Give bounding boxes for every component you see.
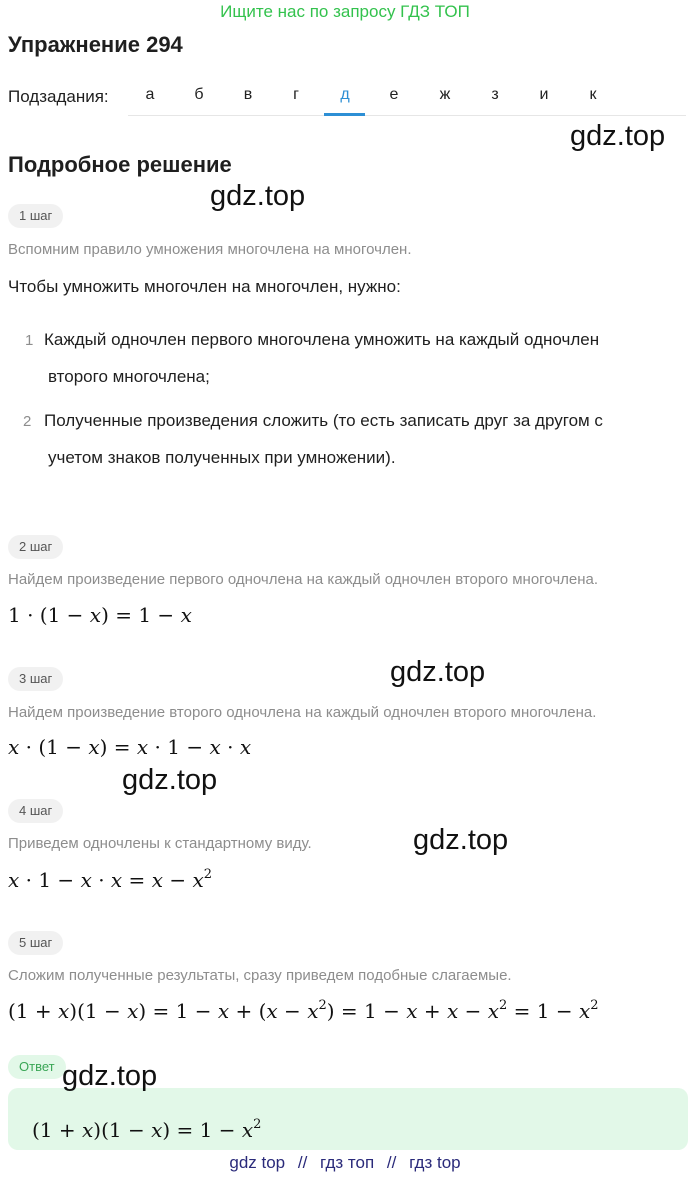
list-item-text: учетом знаков полученных при умножении). <box>48 448 396 467</box>
footer-separator: // <box>386 1153 397 1172</box>
tab-g[interactable]: г <box>293 86 299 103</box>
subtasks-label: Подзадания: <box>8 87 109 106</box>
formula: x · (1 − x) = x · 1 − x · x <box>8 735 252 759</box>
step-badge: 1 шаг <box>8 204 63 228</box>
tab-d[interactable]: д <box>340 86 350 103</box>
formula: $(1 + x)(1 - x) = 1 - x + (x - x^2) = 1 - x + x - x^2 = 1 - x^2$ <box>8 998 599 1023</box>
watermark: gdz.top <box>390 656 486 688</box>
tab-v[interactable]: в <box>243 86 253 103</box>
list-number: 2 <box>23 413 32 430</box>
step-badge: 3 шаг <box>8 667 63 691</box>
footer-link[interactable]: gdz top <box>229 1153 286 1172</box>
list-item-text: Полученные произведения сложить (то есть записать друг за другом с <box>44 411 603 430</box>
active-tab-indicator <box>324 113 365 116</box>
page-title: Упражнение 294 <box>8 32 183 57</box>
list-number: 1 <box>25 332 34 349</box>
step-hint: Найдем произведение второго одночлена на каждый одночлен второго многочлена. <box>8 704 597 721</box>
watermark: gdz.top <box>413 824 509 856</box>
step-badge: 4 шаг <box>8 799 63 823</box>
tab-b[interactable]: б <box>194 86 204 103</box>
watermark: gdz.top <box>210 180 306 212</box>
watermark: gdz.top <box>62 1060 158 1092</box>
step-hint: Сложим полученные результаты, сразу приведем подобные слагаемые. <box>8 967 512 984</box>
footer-links <box>0 1153 690 1173</box>
footer-link[interactable]: гдз топ <box>320 1153 375 1172</box>
step-hint: Вспомним правило умножения многочлена на многочлен. <box>8 241 412 258</box>
watermark: gdz.top <box>122 764 218 796</box>
answer-badge: Ответ <box>8 1055 66 1079</box>
formula: $x \cdot 1 - x \cdot x = x - x^2$ <box>8 867 213 892</box>
formula: 1 · (1 − x) = 1 − x <box>8 603 192 627</box>
watermark: gdz.top <box>570 120 666 152</box>
tab-zh[interactable]: ж <box>439 86 451 103</box>
footer-link[interactable]: гдз top <box>409 1153 461 1172</box>
section-title: Подробное решение <box>8 152 232 177</box>
footer-separator: // <box>297 1153 308 1172</box>
answer-formula: $(1 + x)(1 - x) = 1 - x^2$ <box>32 1117 262 1142</box>
tab-k[interactable]: к <box>589 86 597 103</box>
tab-e[interactable]: е <box>389 86 399 103</box>
list-item-text: Каждый одночлен первого многочлена умножить на каждый одночлен <box>44 330 600 349</box>
step-badge: 2 шаг <box>8 535 63 559</box>
promo-banner[interactable]: Ищите нас по запросу ГДЗ ТОП <box>220 2 470 21</box>
step-badge: 5 шаг <box>8 931 63 955</box>
subtasks-divider <box>128 115 686 116</box>
step-text: Чтобы умножить многочлен на многочлен, нужно: <box>8 277 401 296</box>
list-item-text: второго многочлена; <box>48 367 210 386</box>
step-hint: Найдем произведение первого одночлена на каждый одночлен второго многочлена. <box>8 571 599 588</box>
tab-z[interactable]: з <box>491 86 499 103</box>
tab-i[interactable]: и <box>539 86 549 103</box>
step-hint: Приведем одночлены к стандартному виду. <box>8 835 312 852</box>
tab-a[interactable]: а <box>145 86 155 103</box>
